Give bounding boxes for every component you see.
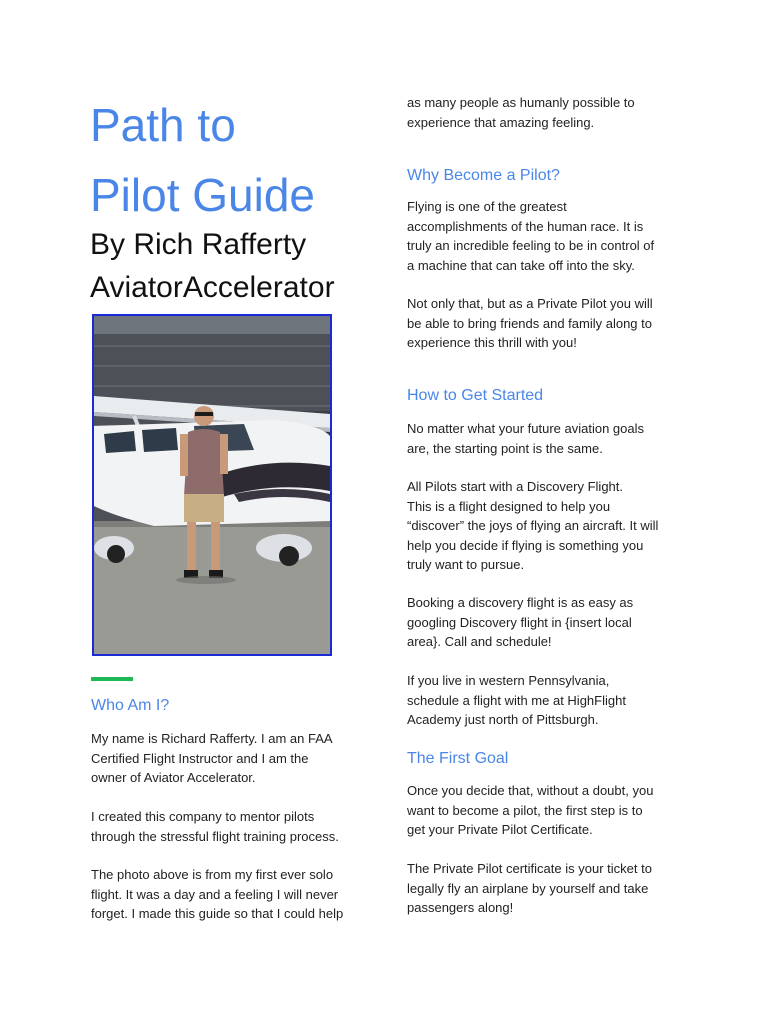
heading-who-am-i: Who Am I?: [91, 697, 170, 714]
heading-why-become-pilot: Why Become a Pilot?: [407, 167, 560, 184]
paragraph-continued: as many people as humanly possible to experience that amazing feeling.: [407, 95, 635, 130]
author-byline: By Rich Rafferty: [90, 228, 307, 261]
paragraph-start-3: Booking a discovery flight is as easy as googling Discovery flight in {insert local area}. Call and schedule!: [407, 595, 634, 649]
paragraph-why-2: Not only that, but as a Private Pilot you will be able to bring friends and family along to experience this thrill with you!: [407, 296, 653, 350]
paragraph-start-1: No matter what your future aviation goals are, the starting point is the same.: [407, 421, 645, 456]
paragraph-goal-1: Once you decide that, without a doubt, you want to become a pilot, the first step is to get your Private Pilot Certificate.: [407, 783, 654, 837]
paragraph-company: I created this company to mentor pilots through the stressful flight training process.: [91, 809, 339, 844]
paragraph-start-2: All Pilots start with a Discovery Flight. This is a flight designed to help you “discover” the joys of flying an aircraft. It will help you decide if flying is something you truly want to pursue.: [407, 479, 659, 572]
section-divider: [91, 677, 133, 681]
pilot-solo-flight-photo: [92, 314, 332, 656]
paragraph-start-4: If you live in western Pennsylvania, schedule a flight with me at HighFlight Academy just north of Pittsburgh.: [407, 673, 626, 727]
paragraph-intro-name: My name is Richard Rafferty. I am an FAA Certified Flight Instructor and I am the owner of Aviator Accelerator.: [91, 731, 333, 785]
brand-name: AviatorAccelerator: [90, 271, 335, 304]
paragraph-why-1: Flying is one of the greatest accomplishments of the human race. It is truly an incredible feeling to be in control of a machine that can take off into the sky.: [407, 199, 655, 273]
heading-how-to-get-started: How to Get Started: [407, 387, 544, 404]
paragraph-goal-2: The Private Pilot certificate is your ticket to legally fly an airplane by yourself and take passengers along!: [407, 861, 652, 915]
paragraph-photo: The photo above is from my first ever solo flight. It was a day and a feeling I will never forget. I made this guide so that I could help: [91, 867, 344, 921]
page-title-line-1: Path to: [90, 99, 236, 151]
page-title-line-2: Pilot Guide: [90, 169, 316, 221]
heading-first-goal: The First Goal: [407, 750, 509, 767]
